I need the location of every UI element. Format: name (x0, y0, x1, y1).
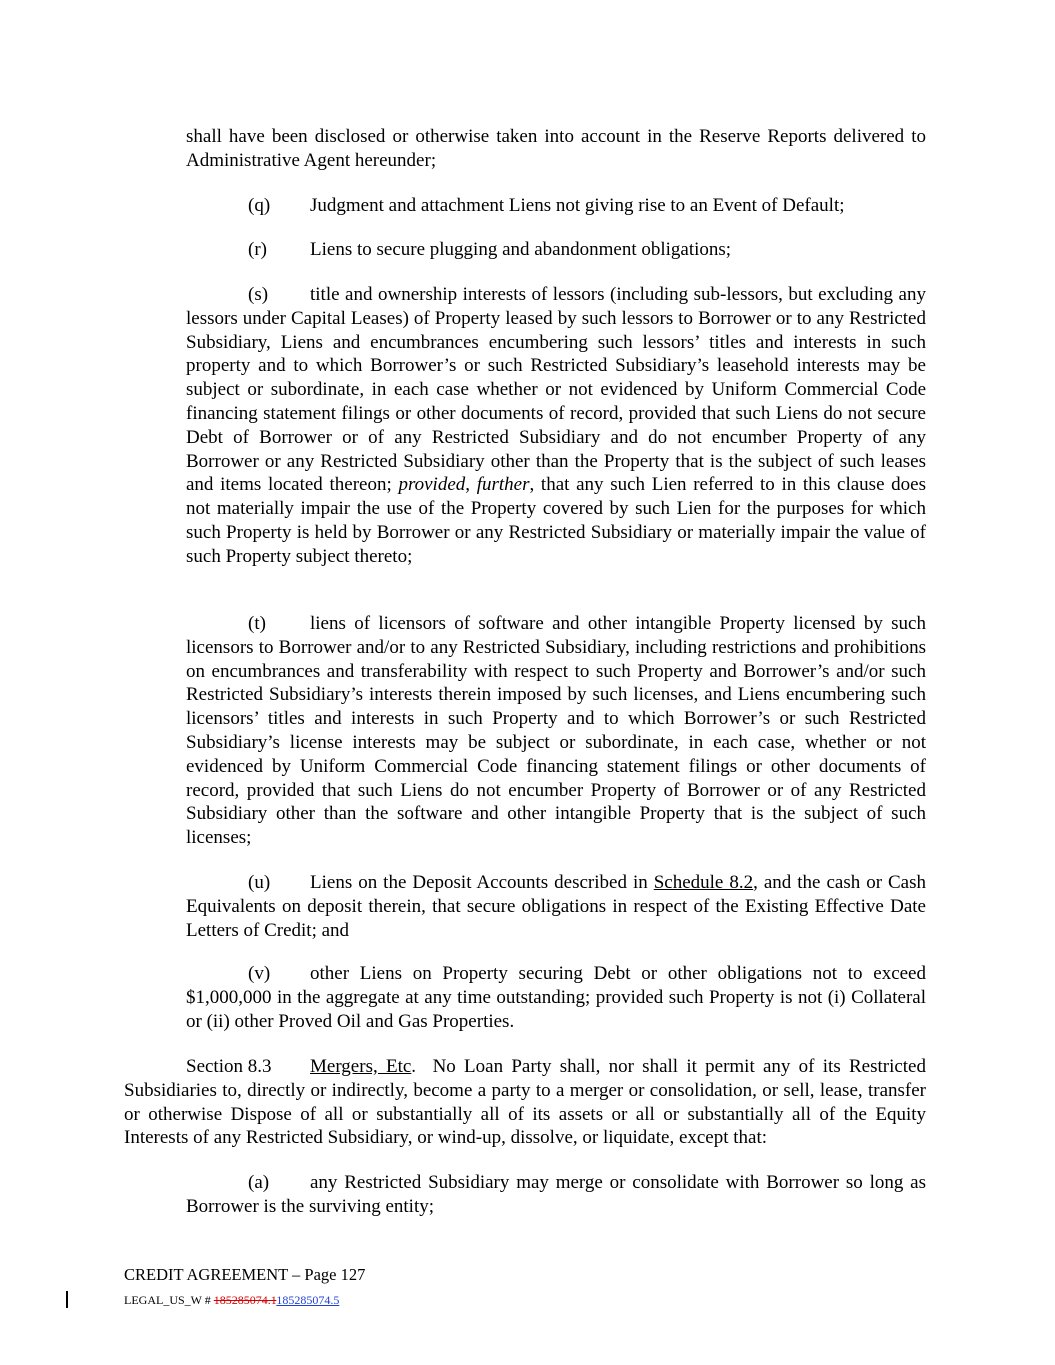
section-number: Section 8.3 (186, 1056, 272, 1077)
clause-q (186, 194, 926, 218)
paragraph-continuation (186, 125, 926, 173)
clause-s-label: (s) (248, 284, 269, 305)
clause-a (186, 1171, 926, 1219)
clause-s-provided: provided (398, 474, 466, 496)
clause-r (186, 238, 926, 262)
footer-id-prefix: LEGAL_US_W # (124, 1293, 211, 1307)
paragraph-continuation-text: shall have been disclosed or otherwise taken into account in the Reserve Reports delivered to Administrative Agent hereunder; (186, 126, 926, 171)
clause-t (186, 612, 926, 850)
footer-deleted-id: 185285074.1 (213, 1293, 277, 1307)
section-heading-period: . (411, 1056, 417, 1077)
footer-page-title: CREDIT AGREEMENT – Page 127 (124, 1265, 366, 1284)
clause-s-further: further (476, 474, 530, 496)
clause-t-text: liens of licensors of software and other intangible Property licensed by such licensors to Borrower and/or to any Restricted Subsidiary, including restrictions and prohibitions on encumbrances and transferability with respect to such Property and Borrower’s and/or such Restricted Subsidiary’s interests therein imposed by such licenses, and Liens encumbering such licensors’ titles and interests in such Property and to which Borrower’s or such Restricted Subsidiary’s license interests may be subject or subordinate, in each case, whether or not evidenced by Uniform Commercial Code financing statement filings or other documents of record, provided that such Liens do not encumber Property of Borrower or of any Restricted Subsidiary other than the software and other intangible Property that is the subject of such licenses; (186, 613, 926, 849)
clause-q-label: (q) (248, 195, 271, 216)
clause-r-label: (r) (248, 239, 267, 260)
clause-a-text: any Restricted Subsidiary may merge or consolidate with Borrower so long as Borrower is the surviving entity; (186, 1172, 926, 1217)
clause-r-text: Liens to secure plugging and abandonment obligations; (310, 239, 732, 260)
clause-u-text-1: Liens on the Deposit Accounts described in (310, 872, 648, 893)
clause-t-label: (t) (248, 613, 266, 634)
clause-v (186, 962, 926, 1033)
clause-a-label: (a) (248, 1172, 270, 1193)
clause-u-text-2: , and the cash or Cash Equivalents on deposit therein, that secure obligations in respect of the Existing Effective Date Letters of Credit; and (186, 872, 927, 941)
change-bar (66, 1291, 68, 1308)
footer-inserted-id: 185285074.5 (276, 1293, 340, 1307)
section-heading: Mergers, Etc (310, 1056, 412, 1077)
clause-s-comma: , (465, 474, 471, 496)
clause-v-text: other Liens on Property securing Debt or other obligations not to exceed $1,000,000 in the aggregate at any time outstanding; provided such Property is not (i) Collateral or (ii) other Proved Oil and Gas Properties. (186, 963, 926, 1032)
clause-u (186, 871, 926, 942)
clause-v-label: (v) (248, 963, 271, 984)
section-8-3 (124, 1055, 926, 1150)
clause-u-label: (u) (248, 872, 271, 893)
clause-q-text: Judgment and attachment Liens not giving rise to an Event of Default; (310, 195, 845, 216)
schedule-8-2-link[interactable]: Schedule 8.2 (653, 872, 754, 893)
clause-s-text-2: , that any such Lien referred to in this clause does not materially impair the use of the Property covered by such Lien for the purposes for which such Property is held by Borrower or any Restricted Subsidiary or materially impair the value of such Property subject thereto; (186, 474, 927, 567)
footer-document-id (124, 1292, 339, 1308)
clause-s-text-1: title and ownership interests of lessors (including sub-lessors, but excluding any lessors under Capital Leases) of Property leased by such lessors to Borrower or to any Restricted Subsidiary, Liens and encumbrances encumbering such lessors’ titles and interests in such property and to which Borrower’s or such Restricted Subsidiary’s leasehold interests may be subject or subordinate, in each case whether or not evidenced by Uniform Commercial Code financing statement filings or other documents of record, provided that such Liens do not secure Debt of Borrower or of any Restricted Subsidiary and do not encumber Property of any Borrower or any Restricted Subsidiary other than the Property that is the subject of such leases and items located thereon; (186, 284, 926, 496)
section-text: No Loan Party shall, nor shall it permit any of its Restricted Subsidiaries to, directly or indirectly, become a party to a merger or consolidation, or sell, lease, transfer or otherwise Dispose of all or substantially all of its assets or all or substantially all of the Equity Interests of any Restricted Subsidiary, or wind-up, dissolve, or liquidate, except that: (124, 1056, 926, 1149)
clause-s (186, 283, 926, 569)
